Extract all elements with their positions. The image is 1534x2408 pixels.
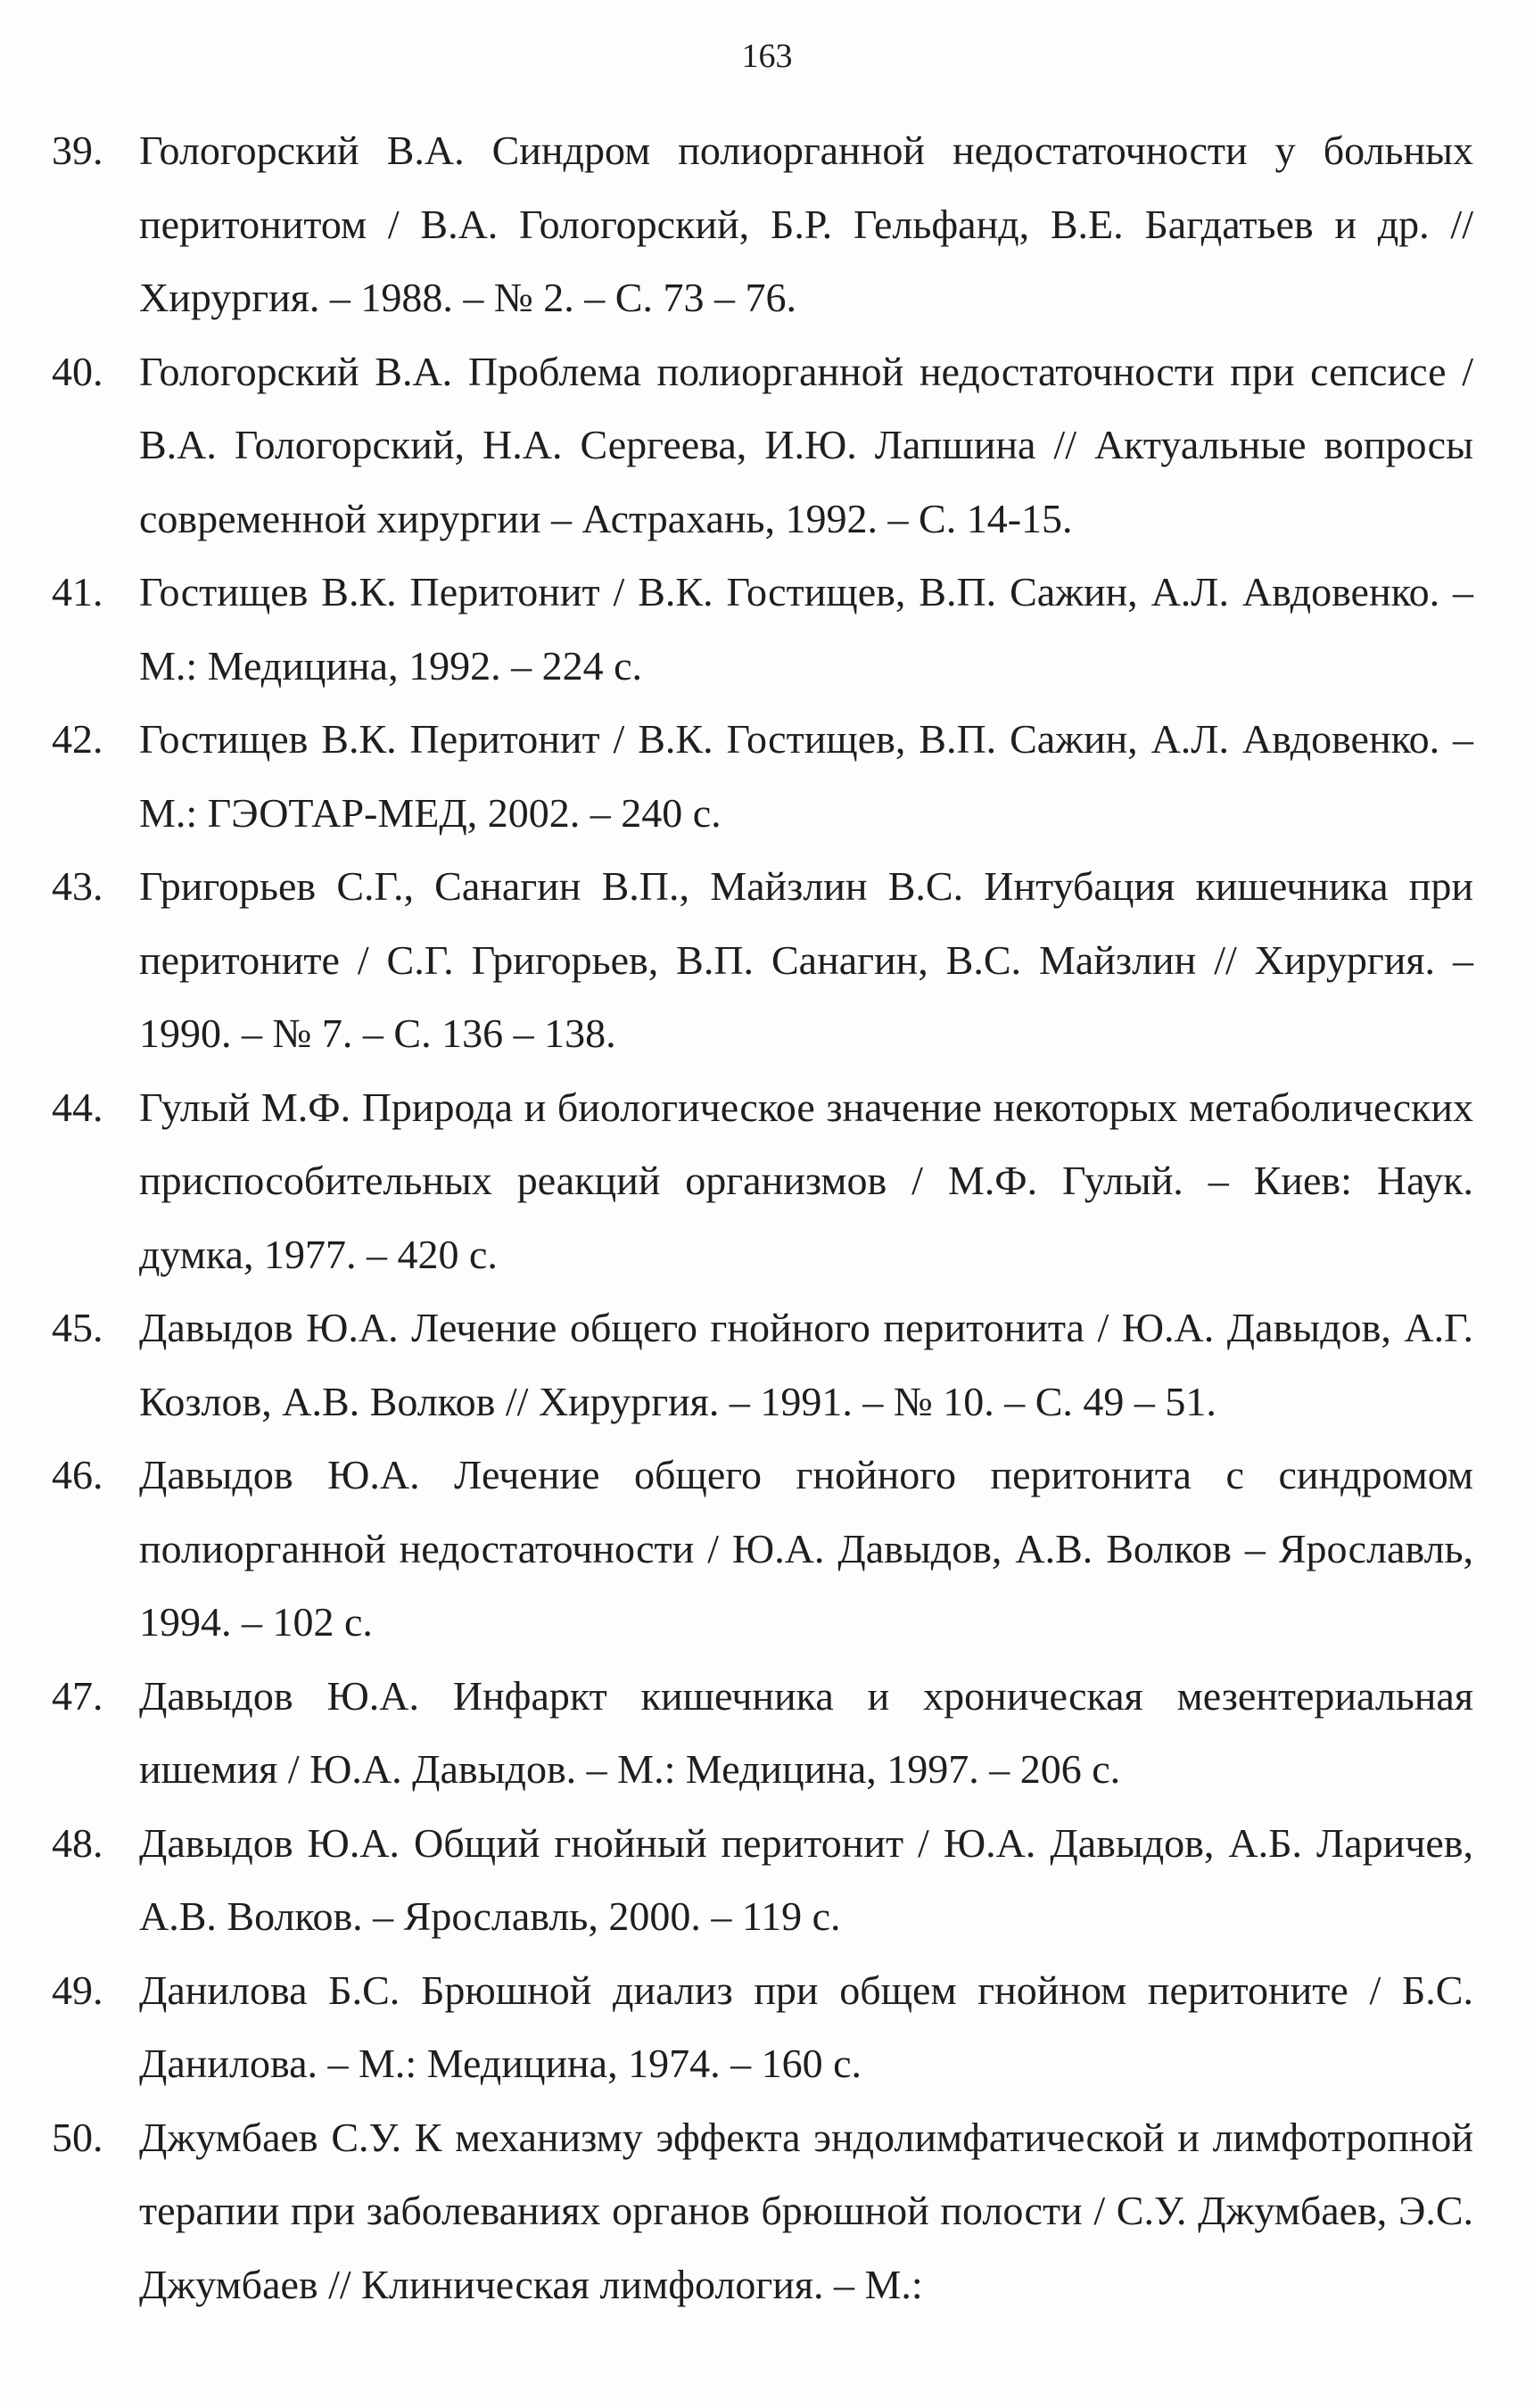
reference-text: Гостищев В.К. Перитонит / В.К. Гостищев, В.П. Сажин, А.Л. Авдовенко. – М.: ГЭОТАР-МЕД, 2002. – 240 с. bbox=[139, 716, 1473, 836]
reference-number: 46. bbox=[52, 1452, 103, 1497]
reference-number: 40. bbox=[52, 348, 103, 394]
reference-number: 39. bbox=[52, 128, 103, 173]
reference-item bbox=[52, 335, 1473, 557]
reference-text: Давыдов Ю.А. Лечение общего гнойного перитонита / Ю.А. Давыдов, А.Г. Козлов, А.В. Волков // Хирургия. – 1991. – № 10. – С. 49 – 51. bbox=[139, 1305, 1473, 1424]
reference-text: Давыдов Ю.А. Общий гнойный перитонит / Ю.А. Давыдов, А.Б. Ларичев, А.В. Волков. – Ярославль, 2000. – 119 с. bbox=[139, 1819, 1473, 1939]
reference-item bbox=[52, 1807, 1473, 1954]
reference-text: Гологорский В.А. Синдром полиорганной недостаточности у больных перитонитом / В.А. Гологорский, Б.Р. Гельфанд, В.Е. Багдатьев и др. // Хирургия. – 1988. – № 2. – С. 73 – 76. bbox=[139, 128, 1473, 320]
reference-number: 44. bbox=[52, 1084, 103, 1130]
reference-number: 50. bbox=[52, 2114, 103, 2160]
reference-number: 41. bbox=[52, 569, 103, 614]
reference-item bbox=[52, 703, 1473, 850]
reference-number: 48. bbox=[52, 1819, 103, 1866]
reference-item bbox=[52, 114, 1473, 335]
reference-number: 45. bbox=[52, 1305, 103, 1350]
reference-text: Данилова Б.С. Брюшной диализ при общем гнойном перитоните / Б.С. Данилова. – М.: Медицина, 1974. – 160 с. bbox=[139, 1967, 1473, 2086]
reference-list bbox=[52, 114, 1473, 2321]
reference-item bbox=[52, 1439, 1473, 1660]
reference-text: Давыдов Ю.А. Инфаркт кишечника и хроническая мезентериальная ишемия / Ю.А. Давыдов. – М.: Медицина, 1997. – 206 с. bbox=[139, 1672, 1473, 1792]
reference-text: Григорьев С.Г., Санагин В.П., Майзлин В.С. Интубация кишечника при перитоните / С.Г. Григорьев, В.П. Санагин, В.С. Майзлин // Хирургия. – 1990. – № 7. – С. 136 – 138. bbox=[139, 863, 1473, 1056]
reference-text: Гостищев В.К. Перитонит / В.К. Гостищев, В.П. Сажин, А.Л. Авдовенко. – М.: Медицина, 1992. – 224 с. bbox=[139, 569, 1473, 689]
reference-item bbox=[52, 1071, 1473, 1292]
reference-text: Гулый М.Ф. Природа и биологическое значение некоторых метаболических приспособительных реакций организмов / М.Ф. Гулый. – Киев: Наук. думка, 1977. – 420 с. bbox=[139, 1084, 1473, 1277]
reference-item bbox=[52, 1660, 1473, 1807]
reference-item bbox=[52, 1291, 1473, 1439]
reference-item bbox=[52, 1954, 1473, 2101]
reference-text: Давыдов Ю.А. Лечение общего гнойного перитонита с синдромом полиорганной недостаточности / Ю.А. Давыдов, А.В. Волков – Ярославль, 1994. – 102 с. bbox=[139, 1452, 1473, 1645]
reference-item bbox=[52, 850, 1473, 1071]
reference-text: Джумбаев С.У. К механизму эффекта эндолимфатической и лимфотропной терапии при заболеваниях органов брюшной полости / С.У. Джумбаев, Э.С. Джумбаев // Клиническая лимфология. – М.: bbox=[139, 2114, 1473, 2307]
page-number: 163 bbox=[741, 37, 793, 75]
reference-number: 49. bbox=[52, 1967, 103, 2013]
reference-number: 42. bbox=[52, 716, 103, 762]
reference-item bbox=[52, 2101, 1473, 2322]
reference-number: 47. bbox=[52, 1672, 103, 1719]
reference-number: 43. bbox=[52, 863, 103, 909]
reference-item bbox=[52, 556, 1473, 703]
reference-text: Гологорский В.А. Проблема полиорганной недостаточности при сепсисе / В.А. Гологорский, Н.А. Сергеева, И.Ю. Лапшина // Актуальные вопросы современной хирургии – Астрахань, 1992. – С. 14-15. bbox=[139, 348, 1473, 541]
